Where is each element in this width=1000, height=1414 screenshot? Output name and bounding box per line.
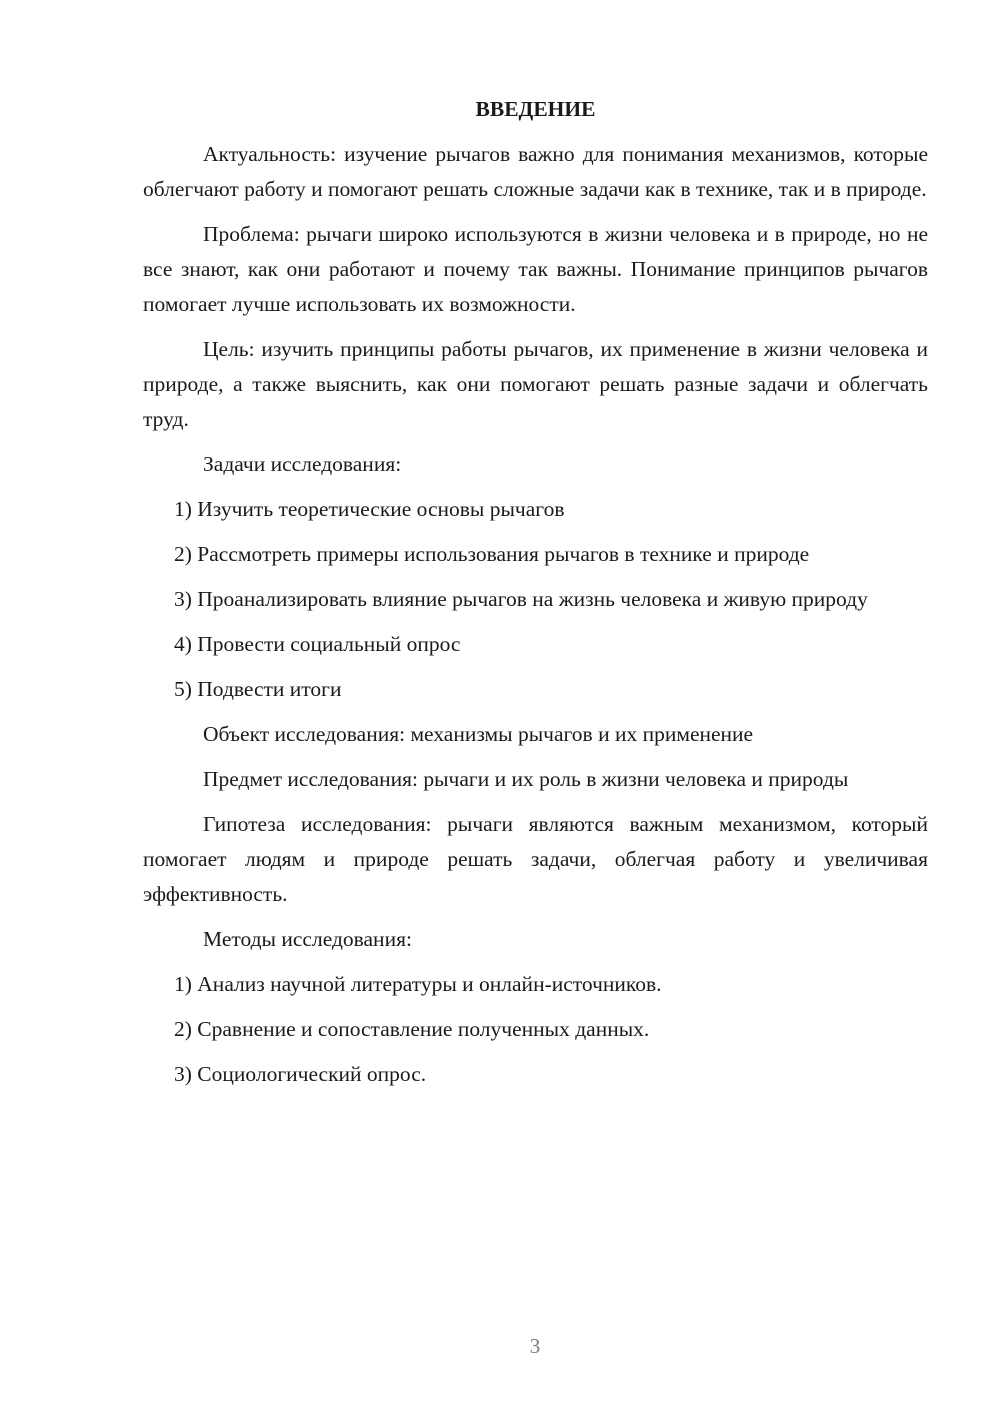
- methods-heading: Методы исследования:: [203, 927, 412, 951]
- relevance-paragraph: Актуальность: изучение рычагов важно для понимания механизмов, которые облегчают работу и помогают решать сложные задачи как в технике, так и в природе.: [143, 142, 928, 201]
- method-item-2: 2) Сравнение и сопоставление полученных данных.: [174, 1017, 650, 1041]
- problem-paragraph: Проблема: рычаги широко используются в жизни человека и в природе, но не все знают, как они работают и почему так важны. Понимание принципов рычагов помогает лучше использовать их возможности.: [143, 222, 928, 316]
- document-page: [143, 92, 928, 1092]
- hypothesis-paragraph: Гипотеза исследования: рычаги являются важным механизмом, который помогает людям и природе решать задачи, облегчая работу и увеличивая эффективность.: [143, 812, 928, 906]
- task-item-1: 1) Изучить теоретические основы рычагов: [174, 497, 565, 521]
- method-item-1: 1) Анализ научной литературы и онлайн-источников.: [174, 972, 662, 996]
- task-item-4: 4) Провести социальный опрос: [174, 632, 461, 656]
- tasks-heading: Задачи исследования:: [203, 452, 402, 476]
- method-item-3: 3) Социологический опрос.: [174, 1062, 427, 1086]
- task-item-3: 3) Проанализировать влияние рычагов на жизнь человека и живую природу: [174, 587, 868, 611]
- task-item-2: 2) Рассмотреть примеры использования рычагов в технике и природе: [174, 542, 810, 566]
- task-item-5: 5) Подвести итоги: [174, 677, 342, 701]
- section-title: ВВЕДЕНИЕ: [475, 97, 596, 121]
- object-paragraph: Объект исследования: механизмы рычагов и их применение: [203, 722, 754, 746]
- page-number: 3: [529, 1334, 541, 1358]
- subject-paragraph: Предмет исследования: рычаги и их роль в жизни человека и природы: [203, 767, 849, 791]
- goal-paragraph: Цель: изучить принципы работы рычагов, их применение в жизни человека и природе, а также выяснить, как они помогают решать разные задачи и облегчать труд.: [143, 337, 928, 431]
